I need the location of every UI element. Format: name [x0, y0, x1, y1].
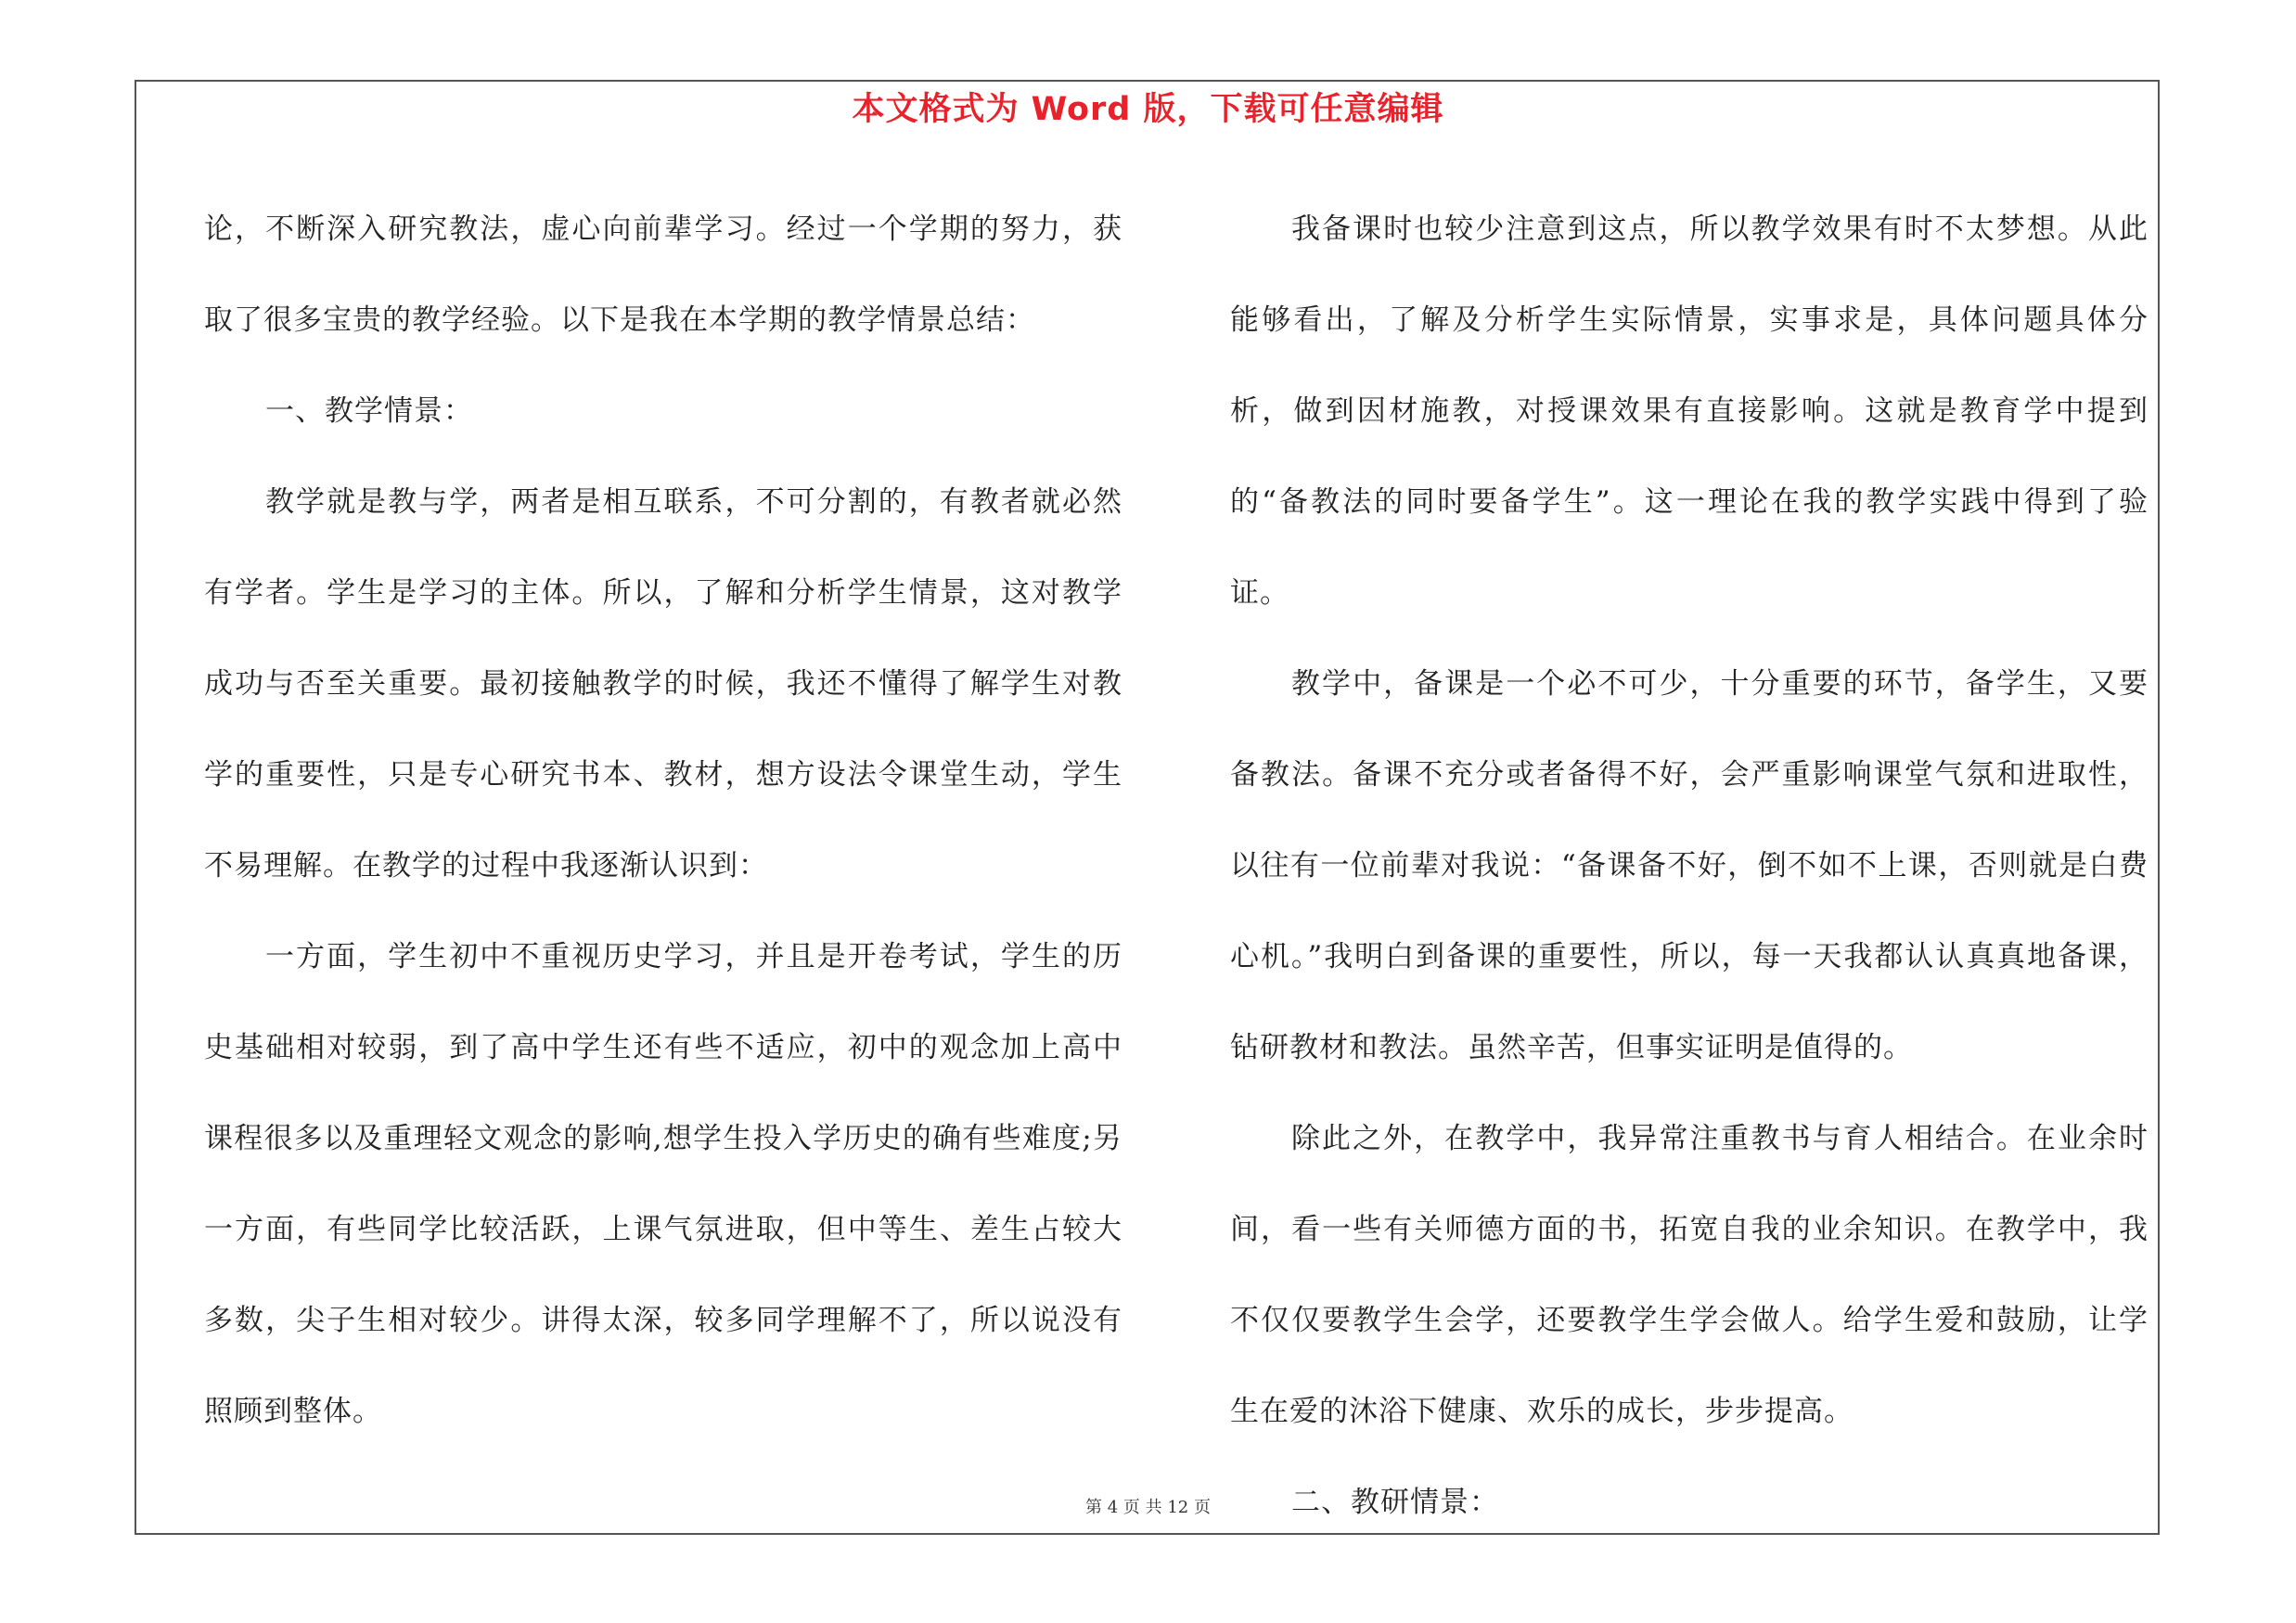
paragraph: 教学中，备课是一个必不可少，十分重要的环节，备学生，又要备教法。备课不充分或者备得不好，会严重影响课堂气氛和进取性，以往有一位前辈对我说：“备课备不好，倒不如不上课，否则就是白费心机。”我明白到备课的重要性，所以，每一天我都认认真真地备课，钻研教材和教法。虽然辛苦，但事实证明是值得的。 [1230, 667, 2148, 1064]
section-heading: 二、教研情景： [1291, 1486, 1499, 1519]
paragraph: 论，不断深入研究教法，虚心向前辈学习。经过一个学期的努力，获取了很多宝贵的教学经验。以下是我在本学期的教学情景总结： [204, 213, 1122, 337]
paragraph: 一方面，学生初中不重视历史学习，并且是开卷考试，学生的历史基础相对较弱，到了高中学生还有些不适应，初中的观念加上高中课程很多以及重理轻文观念的影响,想学生投入学历史的确有些难度;另一方面，有些同学比较活跃，上课气氛进取，但中等生、差生占较大多数，尖子生相对较少。讲得太深，较多同学理解不了，所以说没有照顾到整体。 [204, 940, 1122, 1428]
left-column [204, 184, 1122, 1457]
page-number-footer: 第 4 页 共 12 页 [1085, 1498, 1211, 1517]
paragraph: 除此之外，在教学中，我异常注重教书与育人相结合。在业余时间，看一些有关师德方面的书，拓宽自我的业余知识。在教学中，我不仅仅要教学生会学，还要教学生学会做人。给学生爱和鼓励，让学生在爱的沐浴下健康、欢乐的成长，步步提高。 [1230, 1122, 2148, 1428]
paragraph: 我备课时也较少注意到这点，所以教学效果有时不太梦想。从此能够看出，了解及分析学生实际情景，实事求是，具体问题具体分析，做到因材施教，对授课效果有直接影响。这就是教育学中提到的“备教法的同时要备学生”。这一理论在我的教学实践中得到了验证。 [1230, 213, 2148, 610]
editable-format-banner: 本文格式为 Word 版，下载可任意编辑 [852, 91, 1444, 128]
paragraph: 教学就是教与学，两者是相互联系，不可分割的，有教者就必然有学者。学生是学习的主体。所以，了解和分析学生情景，这对教学成功与否至关重要。最初接触教学的时候，我还不懂得了解学生对教学的重要性，只是专心研究书本、教材，想方设法令课堂生动，学生不易理解。在教学的过程中我逐渐认识到： [204, 485, 1122, 882]
right-column [1230, 184, 2148, 1548]
section-heading: 一、教学情景： [265, 394, 473, 428]
